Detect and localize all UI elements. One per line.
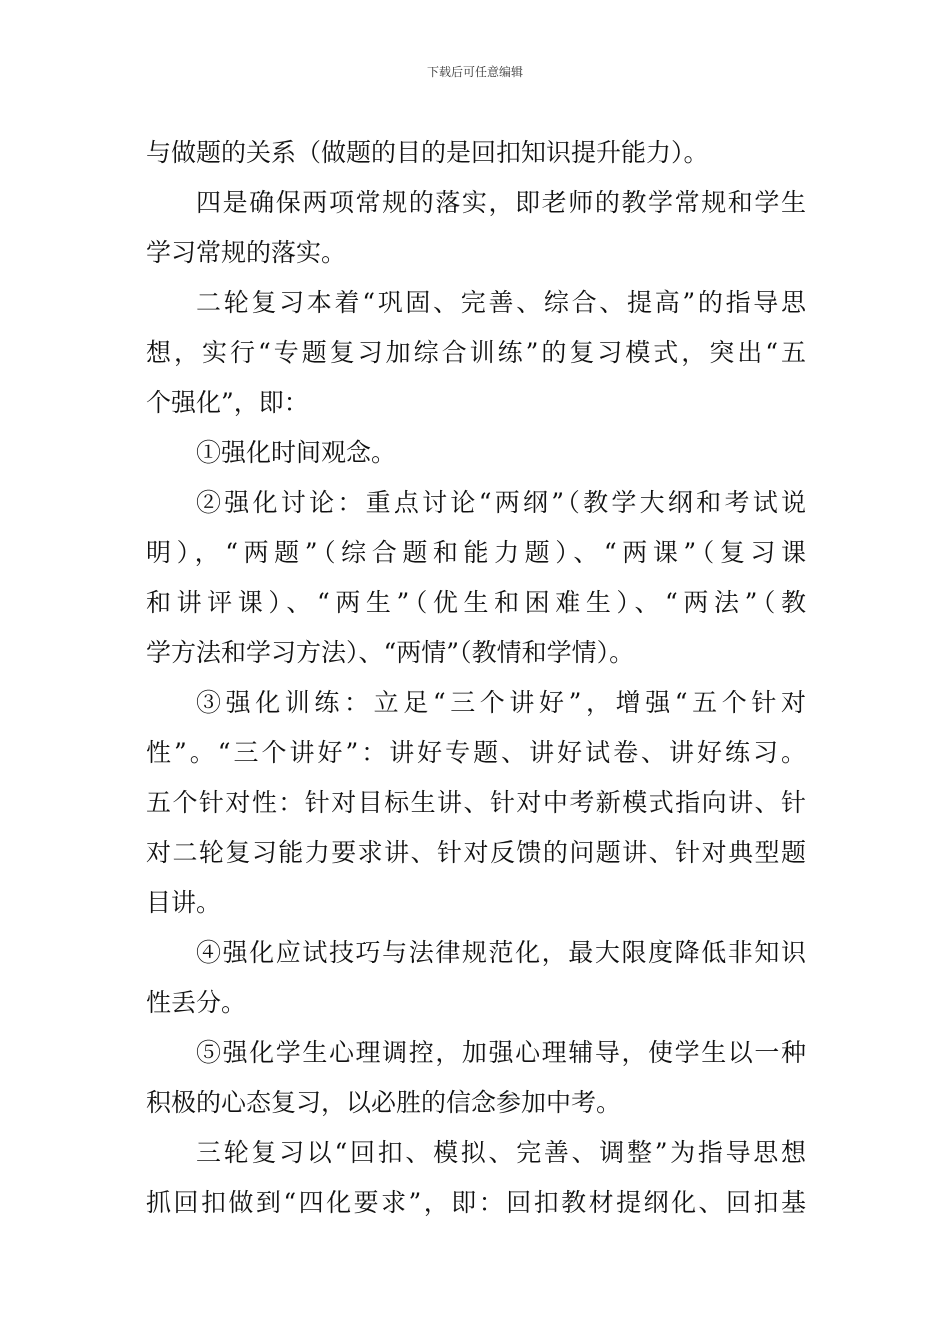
text-line-6: 个强化”，即：: [146, 388, 309, 417]
text-line-20: 积极的心态复习，以必胜的信念参加中考。: [146, 1088, 622, 1117]
text-line-1: 与做题的关系（做题的目的是回扣知识提升能力）。: [146, 138, 709, 167]
text-line-17: ④强化应试技巧与法律规范化，最大限度降低非知识: [196, 938, 806, 967]
text-line-15: 对二轮复习能力要求讲、针对反馈的问题讲、针对典型题: [146, 838, 806, 867]
text-line-5: 想，实行“专题复习加综合训练”的复习模式，突出“五: [146, 338, 806, 367]
text-line-21: 三轮复习以“回扣、模拟、完善、调整”为指导思想: [196, 1138, 806, 1167]
text-line-11: 学方法和学习方法）、“两情”（教情和学情）。: [146, 638, 635, 667]
text-line-10: 和讲评课）、“两生”（优生和困难生）、“两法”（教: [146, 588, 806, 617]
text-line-3: 学习常规的落实。: [146, 238, 347, 267]
text-line-7: ①强化时间观念。: [196, 438, 397, 467]
text-line-14: 五个针对性：针对目标生讲、针对中考新模式指向讲、针: [146, 788, 806, 817]
page-header: 下载后可任意编辑: [426, 65, 523, 79]
text-line-4: 二轮复习本着“巩固、完善、综合、提高”的指导思: [196, 288, 806, 317]
text-line-12: ③强化训练：立足“三个讲好”，增强“五个针对: [196, 688, 806, 717]
document-body: [146, 128, 806, 1228]
text-line-13: 性”。“三个讲好”：讲好专题、讲好试卷、讲好练习。: [146, 738, 806, 767]
text-line-2: 四是确保两项常规的落实，即老师的教学常规和学生: [196, 188, 806, 217]
text-line-22: 抓回扣做到“四化要求”，即：回扣教材提纲化、回扣基: [146, 1188, 806, 1217]
text-line-8: ②强化讨论：重点讨论“两纲”（教学大纲和考试说: [196, 488, 806, 517]
text-line-18: 性丢分。: [146, 988, 247, 1017]
text-line-19: ⑤强化学生心理调控，加强心理辅导，使学生以一种: [196, 1038, 806, 1067]
text-line-9: 明），“两题”（综合题和能力题）、“两课”（复习课: [146, 538, 806, 567]
text-line-16: 目讲。: [146, 888, 222, 917]
